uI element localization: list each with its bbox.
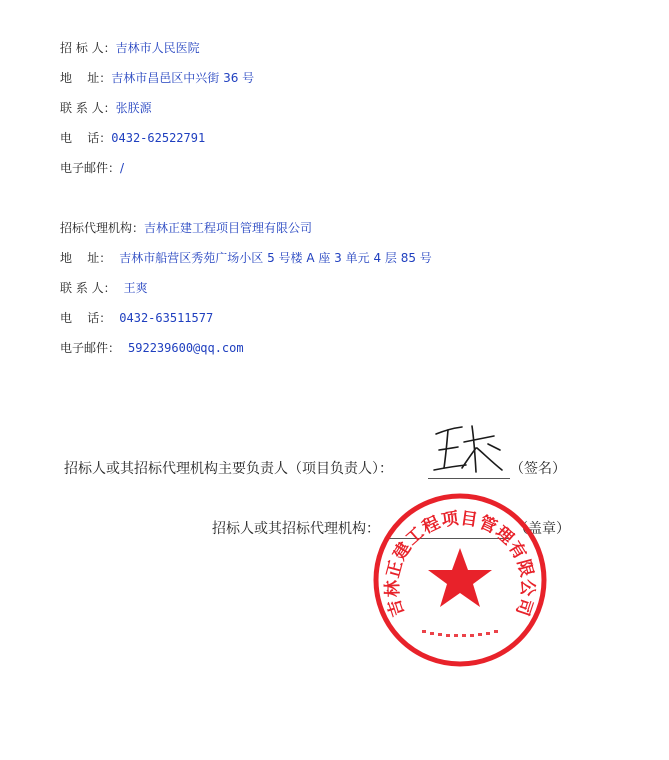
tenderer-address-label: 地 址： [60, 71, 112, 85]
agency-address: 吉林市船营区秀苑广场小区 5 号楼 A 座 3 单元 4 层 85 号 [119, 251, 432, 265]
tenderer-address: 吉林市昌邑区中兴街 36 号 [111, 71, 255, 85]
agency-address-row [60, 250, 432, 266]
tenderer-contact: 张朕源 [115, 101, 152, 115]
tenderer-name-label: 招 标 人： [60, 41, 116, 55]
agency-phone-label: 电 话： [60, 311, 112, 325]
seal-star-icon [428, 548, 492, 607]
agency-phone: 0432-63511577 [119, 311, 214, 325]
agency-name-row [60, 220, 312, 236]
agency-email: 592239600@qq.com [128, 341, 244, 355]
org-seal-suffix: （盖章） [514, 521, 570, 537]
tenderer-name-row [60, 40, 200, 56]
tenderer-email-row [60, 160, 124, 176]
agency-phone-row [60, 310, 213, 326]
principal-signature-suffix: （签名） [510, 461, 566, 477]
seal-serial-marks [422, 630, 498, 637]
tenderer-contact-row [60, 100, 152, 116]
tenderer-phone: 0432-62522791 [111, 131, 206, 145]
agency-contact-label: 联 系 人： [60, 281, 116, 295]
org-seal-label: 招标人或其招标代理机构： [212, 521, 380, 537]
handwritten-signature [430, 424, 510, 480]
tenderer-address-row [60, 70, 254, 86]
agency-email-label: 电子邮件： [60, 341, 121, 355]
tenderer-name: 吉林市人民医院 [115, 41, 200, 55]
company-seal [370, 490, 550, 670]
principal-signature-label: 招标人或其招标代理机构主要负责人（项目负责人）： [64, 461, 393, 477]
tenderer-email-label: 电子邮件： [60, 161, 121, 175]
tenderer-email: / [120, 161, 125, 175]
agency-contact-row [60, 280, 148, 296]
agency-address-label: 地 址： [60, 251, 112, 265]
agency-email-row [60, 340, 244, 356]
seal-text: 吉林正建工程项目管理有限公司 [382, 508, 538, 620]
tenderer-contact-label: 联 系 人： [60, 101, 116, 115]
agency-contact: 王爽 [123, 281, 148, 295]
agency-name: 吉林正建工程项目管理有限公司 [144, 221, 313, 235]
tenderer-phone-label: 电 话： [60, 131, 112, 145]
tenderer-phone-row [60, 130, 205, 146]
agency-name-label: 招标代理机构： [60, 221, 145, 235]
